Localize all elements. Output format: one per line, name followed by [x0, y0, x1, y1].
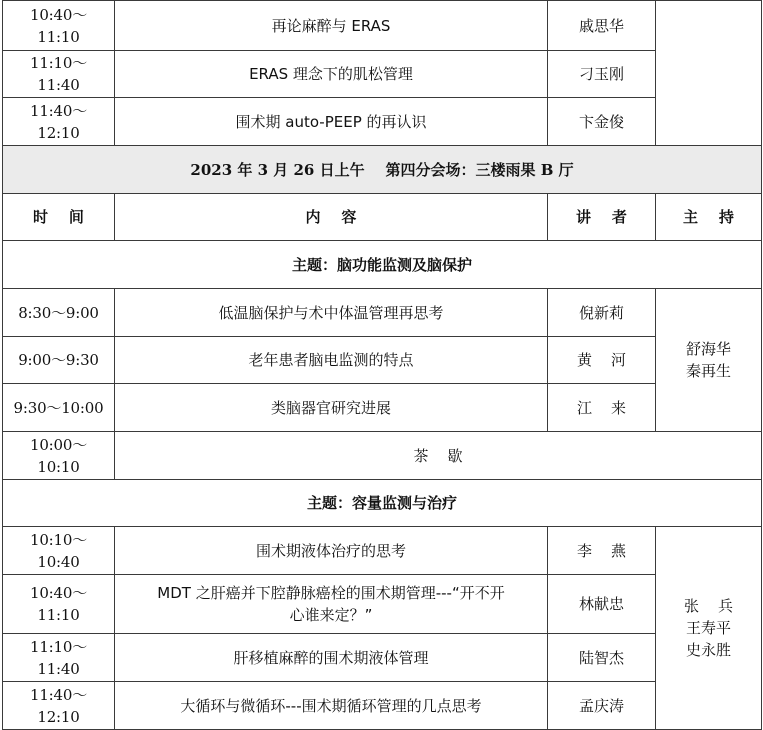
- session-speaker: 江 来: [548, 384, 656, 432]
- session-topic: 肝移植麻醉的围术期液体管理: [115, 634, 548, 682]
- host-name: 舒海华: [685, 340, 731, 358]
- header-time: 时 间: [3, 194, 115, 241]
- session-time: 11:40～12:10: [3, 98, 115, 146]
- session-time: 9:30～10:00: [3, 384, 115, 432]
- session-speaker: 卞金俊: [548, 98, 656, 146]
- session-topic-line: 心谁来定？”: [289, 606, 373, 624]
- host-name: 史永胜: [685, 641, 731, 659]
- table-row: [3, 337, 762, 384]
- table-row: [3, 51, 762, 98]
- venue-banner: 2023 年 3 月 26 日上午 第四分会场：三楼雨果 B 厅: [3, 146, 762, 194]
- session-topic: 围术期 auto-PEEP 的再认识: [115, 98, 548, 146]
- table-row: [3, 384, 762, 432]
- session-speaker: 倪新莉: [548, 289, 656, 337]
- host-cell-empty: [656, 1, 762, 146]
- session-time: 10:40～11:10: [3, 575, 115, 634]
- table-row: [3, 682, 762, 730]
- host-name: 王寿平: [685, 619, 731, 637]
- session-topic: 低温脑保护与术中体温管理再思考: [115, 289, 548, 337]
- session-speaker: 孟庆涛: [548, 682, 656, 730]
- header-speaker: 讲 者: [548, 194, 656, 241]
- table-row: [3, 575, 762, 634]
- theme-row: [3, 241, 762, 289]
- header-host: 主 持: [656, 194, 762, 241]
- session-topic: 再论麻醉与 ERAS: [115, 1, 548, 51]
- session-speaker: 黄 河: [548, 337, 656, 384]
- venue-banner-row: [3, 146, 762, 194]
- session-speaker: 李 燕: [548, 527, 656, 575]
- host-name: 秦再生: [685, 362, 731, 380]
- table-row: [3, 634, 762, 682]
- session-topic: [115, 575, 548, 634]
- session-time: 10:10～10:40: [3, 527, 115, 575]
- host-name: 张 兵: [683, 597, 734, 615]
- session-time: 11:10～11:40: [3, 51, 115, 98]
- table-row: [3, 98, 762, 146]
- break-label: 茶 歇: [115, 432, 762, 480]
- table-row: [3, 1, 762, 51]
- schedule-table: [2, 0, 762, 730]
- session-topic: 老年患者脑电监测的特点: [115, 337, 548, 384]
- theme-title: 主题：脑功能监测及脑保护: [3, 241, 762, 289]
- break-time: 10:00～10:10: [3, 432, 115, 480]
- table-row: [3, 527, 762, 575]
- table-row: [3, 289, 762, 337]
- session-topic: 大循环与微循环---围术期循环管理的几点思考: [115, 682, 548, 730]
- session-time: 11:10～11:40: [3, 634, 115, 682]
- session-time: 9:00～9:30: [3, 337, 115, 384]
- session-speaker: 陆智杰: [548, 634, 656, 682]
- session-time: 8:30～9:00: [3, 289, 115, 337]
- break-row: [3, 432, 762, 480]
- table-header-row: [3, 194, 762, 241]
- session-time: 10:40～11:10: [3, 1, 115, 51]
- host-cell: [656, 527, 762, 730]
- session-topic: 类脑器官研究进展: [115, 384, 548, 432]
- theme-row: [3, 480, 762, 527]
- session-speaker: 戚思华: [548, 1, 656, 51]
- theme-title: 主题：容量监测与治疗: [3, 480, 762, 527]
- header-content: 内 容: [115, 194, 548, 241]
- session-topic: ERAS 理念下的肌松管理: [115, 51, 548, 98]
- session-speaker: 刁玉刚: [548, 51, 656, 98]
- session-topic: 围术期液体治疗的思考: [115, 527, 548, 575]
- session-time: 11:40～12:10: [3, 682, 115, 730]
- host-cell: [656, 289, 762, 432]
- session-speaker: 林献忠: [548, 575, 656, 634]
- session-topic-line: MDT 之肝癌并下腔静脉癌栓的围术期管理---“开不开: [157, 584, 505, 602]
